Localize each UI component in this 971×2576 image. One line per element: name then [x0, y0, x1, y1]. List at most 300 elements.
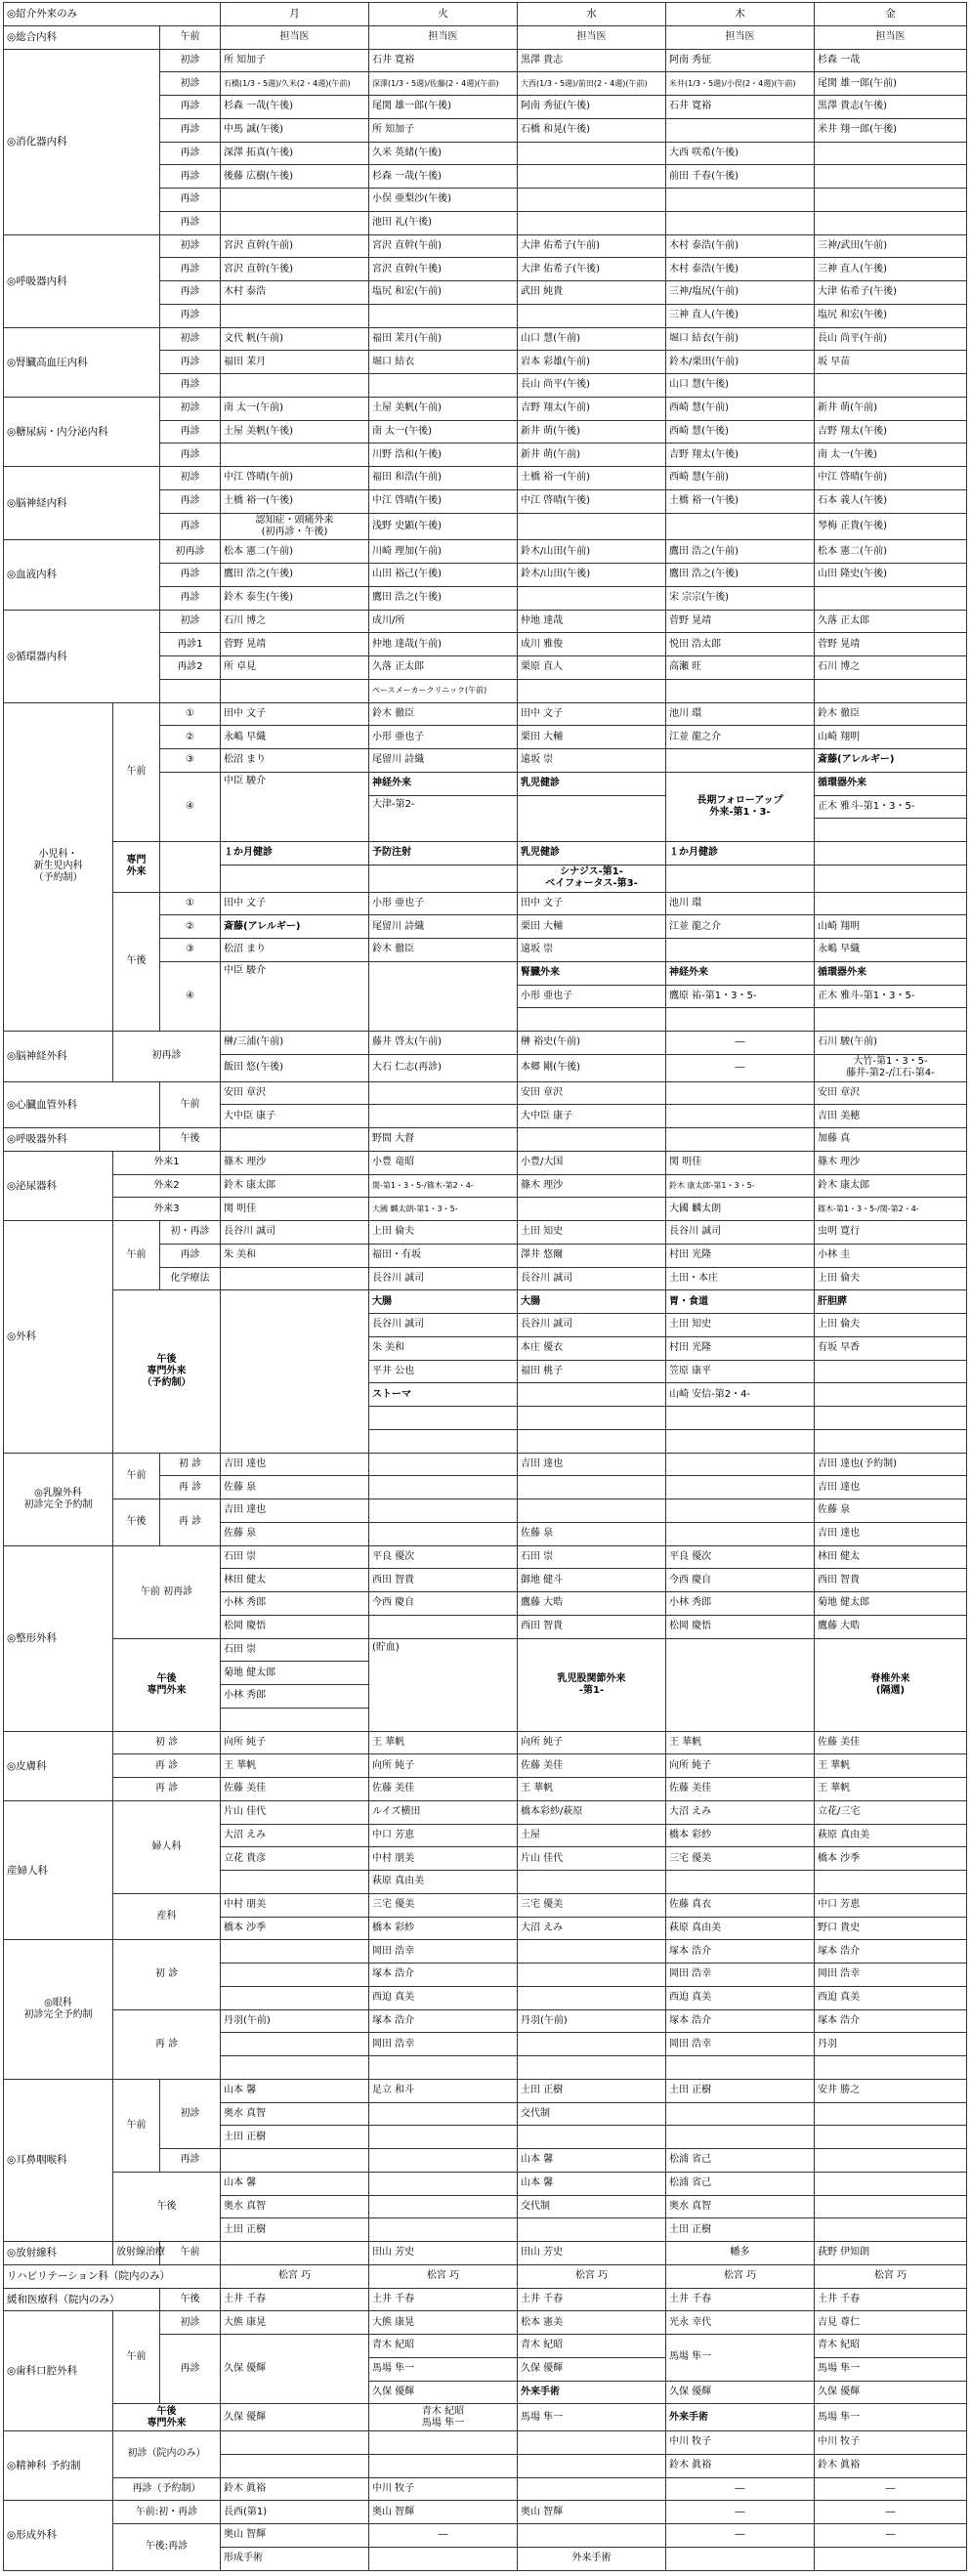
schedule-cell: [518, 1383, 666, 1407]
schedule-cell: 再診: [160, 165, 221, 189]
schedule-cell: 外来手術: [518, 2547, 666, 2570]
schedule-cell: 文代 帆(午前): [221, 327, 369, 351]
schedule-cell: 高瀬 旺: [666, 656, 815, 680]
schedule-cell: 阿南 秀征(午後): [518, 96, 666, 119]
department-label: ◎泌尿器科: [4, 1151, 113, 1220]
schedule-cell: 馬場 隼一: [815, 2404, 967, 2431]
schedule-page: [3, 2, 966, 2571]
department-label: ◎放射線科: [4, 2242, 113, 2265]
schedule-cell: 石井 寛裕: [369, 49, 518, 72]
schedule-cell: 栗田 大輔: [518, 726, 666, 749]
schedule-cell: ―: [815, 2477, 967, 2501]
schedule-cell: 鈴木 康太郎-第1・3・5-: [666, 1174, 815, 1198]
schedule-cell: 再診: [160, 443, 221, 467]
schedule-cell: 初 診: [113, 1940, 221, 2009]
schedule-cell: [160, 679, 221, 702]
schedule-cell: 川野 浩和(午後): [369, 443, 518, 467]
schedule-cell: ①: [160, 892, 221, 915]
schedule-cell: 黒澤 貴志: [518, 49, 666, 72]
table-row: [4, 397, 967, 420]
schedule-cell: 小林 秀郎: [221, 1592, 369, 1616]
schedule-cell: 午前: [113, 2311, 160, 2404]
schedule-cell: 大石 仁志(再診): [369, 1054, 518, 1081]
schedule-cell: 南 太一(午後): [369, 420, 518, 443]
schedule-cell: 吉見 尊仁: [815, 2311, 967, 2335]
schedule-cell: 安井 勝之: [815, 2079, 967, 2102]
table-row: [4, 327, 967, 351]
schedule-cell: 正木 雅斗-第1・3・5-: [815, 795, 967, 819]
schedule-cell: 再診: [160, 489, 221, 513]
schedule-cell: 大腸: [518, 1290, 666, 1314]
table-row: [4, 1778, 967, 1801]
schedule-cell: 大西(1/3・5週)/前田(2・4週)(午前): [518, 72, 666, 96]
department-label: 緩和医療科（院内のみ）: [4, 2288, 160, 2311]
schedule-cell: 初診: [160, 2311, 221, 2335]
schedule-cell: [666, 1008, 815, 1032]
schedule-cell: 午前:初・再診: [113, 2501, 221, 2524]
schedule-cell: 再診: [160, 96, 221, 119]
schedule-cell: [666, 1407, 815, 1430]
schedule-cell: 正木 雅斗-第1・3・5-: [815, 985, 967, 1008]
schedule-cell: ◎乳腺外科 初診完全予約制: [4, 1453, 113, 1545]
schedule-cell: 土井 千春: [369, 2288, 518, 2311]
schedule-cell: 堀口 結衣: [369, 351, 518, 374]
schedule-cell: 塚本 浩介: [666, 1940, 815, 1964]
table-row: [4, 702, 967, 726]
schedule-cell: [369, 2126, 518, 2149]
table-row: [4, 2431, 967, 2455]
schedule-cell: [518, 1940, 666, 1964]
schedule-cell: 外来手術: [518, 2381, 666, 2404]
schedule-cell: 御地 健斗: [518, 1569, 666, 1592]
schedule-cell: 奥水 真智: [221, 2195, 369, 2218]
schedule-cell: [221, 2056, 369, 2080]
schedule-cell: 松沼 まり: [221, 749, 369, 773]
schedule-cell: 新井 萌(午前): [518, 443, 666, 467]
schedule-cell: 平良 優次: [369, 1545, 518, 1569]
schedule-cell: [221, 374, 369, 398]
schedule-cell: 午後 専門外来: [113, 2404, 221, 2431]
schedule-cell: 山田 裕己(午後): [369, 564, 518, 587]
schedule-cell: 斎藤(アレルギー): [221, 915, 369, 939]
schedule-cell: 初診: [160, 49, 221, 72]
schedule-cell: [518, 1499, 666, 1523]
schedule-cell: 黒澤 貴志(午後): [815, 96, 967, 119]
schedule-cell: [815, 892, 967, 915]
schedule-cell: [369, 2102, 518, 2126]
schedule-cell: 尾留川 詩織: [369, 915, 518, 939]
schedule-cell: [815, 2547, 967, 2570]
schedule-cell: 土屋 美帆(午前): [369, 397, 518, 420]
table-row: [4, 2172, 967, 2195]
schedule-cell: 菅野 晃靖: [666, 610, 815, 633]
schedule-cell: [815, 2195, 967, 2218]
schedule-cell: 菅野 晃靖: [221, 633, 369, 656]
schedule-cell: [815, 1383, 967, 1407]
schedule-cell: [518, 2431, 666, 2455]
schedule-cell: 土田 正樹: [221, 2126, 369, 2149]
schedule-cell: 初・再診: [160, 1221, 221, 1245]
schedule-cell: 安田 章沢: [518, 1081, 666, 1105]
schedule-cell: 仲地 達哉: [518, 610, 666, 633]
schedule-cell: 宮沢 直幹(午後): [221, 258, 369, 281]
schedule-cell: 午前: [113, 1221, 160, 1290]
schedule-cell: [666, 1476, 815, 1499]
schedule-cell: 小豊/大国: [518, 1151, 666, 1174]
schedule-cell: 佐藤 美佳: [815, 1731, 967, 1754]
schedule-cell: 鈴木 徹臣: [369, 939, 518, 962]
schedule-cell: 佐藤 泉: [221, 1476, 369, 1499]
schedule-cell: [666, 1453, 815, 1476]
schedule-cell: 初診: [160, 397, 221, 420]
schedule-cell: 外来1: [113, 1151, 221, 1174]
schedule-cell: 石田 崇: [221, 1638, 369, 1662]
schedule-cell: 鈴木 徹臣: [369, 702, 518, 726]
schedule-cell: ―: [666, 1054, 815, 1081]
schedule-cell: 平井 公也: [369, 1360, 518, 1383]
schedule-cell: 午前: [113, 702, 160, 842]
schedule-cell: 午後 専門外来: [113, 1638, 221, 1731]
schedule-cell: 循環器外来: [815, 772, 967, 795]
schedule-cell: [369, 2454, 518, 2477]
schedule-cell: [369, 2547, 518, 2570]
schedule-cell: 本庄 優衣: [518, 1336, 666, 1360]
schedule-cell: 池川 環: [666, 892, 815, 915]
table-row: [4, 2404, 967, 2431]
schedule-cell: 片山 佳代: [518, 1847, 666, 1871]
schedule-cell: 中村 朋美: [221, 1893, 369, 1917]
schedule-cell: 土橋 裕一(午前): [518, 467, 666, 490]
schedule-cell: 再 診: [160, 1499, 221, 1546]
schedule-cell: [369, 2195, 518, 2218]
schedule-cell: 向所 純子: [518, 1731, 666, 1754]
schedule-cell: [518, 1986, 666, 2009]
schedule-cell: 久保 優輝: [221, 2335, 369, 2404]
schedule-cell: [369, 1615, 518, 1638]
schedule-cell: [666, 189, 815, 212]
schedule-cell: [221, 2149, 369, 2173]
schedule-cell: 長山 尚平(午前): [815, 327, 967, 351]
schedule-cell: 篠木 理沙: [518, 1174, 666, 1198]
schedule-cell: 上田 倫夫: [815, 1267, 967, 1290]
schedule-cell: 石井 寛裕: [666, 96, 815, 119]
schedule-cell: 向所 純子: [666, 1754, 815, 1778]
schedule-cell: 再診: [160, 2335, 221, 2404]
schedule-cell: 中川 牧子: [369, 2477, 518, 2501]
schedule-cell: [518, 795, 666, 842]
weekday-header: 月: [221, 3, 369, 26]
table-row: [4, 1545, 967, 1569]
schedule-cell: 杉森 一哉: [815, 49, 967, 72]
schedule-cell: [518, 679, 666, 702]
schedule-cell: [518, 2524, 666, 2548]
schedule-cell: 吉田 達也: [518, 1453, 666, 1476]
schedule-cell: 松宮 巧: [815, 2264, 967, 2288]
schedule-cell: 佐藤 真衣: [666, 1893, 815, 1917]
schedule-cell: 鈴木 泰生(午後): [221, 586, 369, 610]
table-row: [4, 25, 967, 49]
schedule-cell: 小俣 亜梨沙(午後): [369, 189, 518, 212]
schedule-cell: 佐藤 泉: [221, 1522, 369, 1545]
schedule-cell: [518, 586, 666, 610]
schedule-cell: 鷹田 浩之(午後): [369, 586, 518, 610]
schedule-cell: [221, 304, 369, 327]
schedule-cell: [369, 2431, 518, 2455]
schedule-cell: [518, 1476, 666, 1499]
schedule-cell: 乳児股関節外来 -第1-: [518, 1638, 666, 1731]
schedule-cell: 遠坂 崇: [518, 749, 666, 773]
schedule-cell: 午前 初再診: [113, 1545, 221, 1638]
schedule-cell: [221, 1267, 369, 1290]
schedule-cell: 山崎 翔明: [815, 915, 967, 939]
schedule-cell: 三宅 優美: [369, 1893, 518, 1917]
schedule-cell: 立花/三宅: [815, 1800, 967, 1824]
schedule-cell: 大國 麟太朗-第1・3・5-: [369, 1198, 518, 1221]
schedule-cell: 外来手術: [666, 2404, 815, 2431]
schedule-cell: 萩原 真由美: [666, 1917, 815, 1940]
schedule-cell: 王 華帆: [518, 1778, 666, 1801]
schedule-cell: 新井 萌(午後): [518, 420, 666, 443]
schedule-cell: １か月健診: [666, 842, 815, 866]
schedule-cell: 胃・食道: [666, 1290, 815, 1314]
schedule-cell: 初再診: [160, 540, 221, 564]
schedule-cell: 午前: [160, 1081, 221, 1128]
schedule-cell: 小林 圭: [815, 1244, 967, 1267]
schedule-cell: 大沼 えみ: [666, 1800, 815, 1824]
schedule-cell: 王 華帆: [221, 1754, 369, 1778]
schedule-cell: [666, 2102, 815, 2126]
schedule-cell: [369, 2149, 518, 2173]
department-label: ◎外科: [4, 1221, 113, 1454]
schedule-cell: [666, 1105, 815, 1128]
table-row: [4, 1032, 967, 1055]
schedule-cell: [666, 211, 815, 234]
schedule-cell: 橋本 彩紗: [666, 1824, 815, 1847]
schedule-cell: 関 明佳: [666, 1151, 815, 1174]
schedule-cell: 橋本 彩紗: [369, 1917, 518, 1940]
schedule-cell: 上田 倫夫: [369, 1221, 518, 1245]
schedule-cell: 長谷川 誠司: [666, 1221, 815, 1245]
schedule-cell: 木村 泰浩: [221, 281, 369, 305]
schedule-cell: 吉田 達也: [221, 1499, 369, 1523]
schedule-cell: 西田 智貴: [369, 1569, 518, 1592]
schedule-cell: 塩尻 和宏(午前): [369, 281, 518, 305]
schedule-cell: 岡田 浩幸: [369, 2033, 518, 2056]
schedule-cell: 午後: [113, 892, 160, 1032]
schedule-cell: 午後: [113, 2172, 221, 2241]
schedule-cell: 再診: [160, 118, 221, 142]
schedule-cell: 小形 亜也子: [369, 892, 518, 915]
schedule-cell: 所 卓見: [221, 656, 369, 680]
schedule-cell: 関-第1・3・5-/篠木-第2・4-: [369, 1174, 518, 1198]
schedule-cell: [518, 2477, 666, 2501]
schedule-cell: 土田 正樹: [666, 2218, 815, 2242]
schedule-cell: [666, 679, 815, 702]
schedule-cell: 永嶋 早織: [221, 726, 369, 749]
schedule-cell: [518, 1964, 666, 1987]
schedule-cell: [666, 2126, 815, 2149]
schedule-cell: [815, 142, 967, 165]
schedule-cell: [518, 513, 666, 540]
schedule-cell: 奥山 智輝: [518, 2501, 666, 2524]
department-label: ◎精神科 予約制: [4, 2431, 113, 2501]
schedule-cell: [369, 2218, 518, 2242]
schedule-cell: 塚本 浩介: [815, 2009, 967, 2033]
schedule-cell: [815, 189, 967, 212]
schedule-cell: 再 診: [160, 1476, 221, 1499]
schedule-cell: 佐藤 美佳: [221, 1778, 369, 1801]
schedule-cell: 土井 千春: [815, 2288, 967, 2311]
schedule-cell: 山田 隆史(午後): [815, 564, 967, 587]
schedule-cell: 丹羽: [815, 2033, 967, 2056]
schedule-cell: [518, 1429, 666, 1453]
schedule-cell: 鈴木/山田(午後): [518, 564, 666, 587]
table-row: [4, 540, 967, 564]
schedule-cell: 宮沢 直幹(午後): [369, 258, 518, 281]
schedule-cell: 神経外来: [369, 772, 518, 795]
schedule-cell: 悦田 浩太郎: [666, 633, 815, 656]
schedule-cell: [369, 961, 518, 1031]
weekday-header: 木: [666, 3, 815, 26]
schedule-cell: 外来2: [113, 1174, 221, 1198]
schedule-cell: 田中 文子: [518, 702, 666, 726]
schedule-cell: 再診: [160, 211, 221, 234]
schedule-cell: 形成手術: [221, 2547, 369, 2570]
schedule-cell: 久米 英緒(午後): [369, 142, 518, 165]
table-row: [4, 2264, 967, 2288]
schedule-cell: 三神/武田(午前): [815, 234, 967, 258]
schedule-cell: [221, 1708, 369, 1731]
schedule-cell: 山本 馨: [518, 2149, 666, 2173]
schedule-cell: 榊 裕史(午前): [518, 1032, 666, 1055]
schedule-cell: [815, 679, 967, 702]
schedule-cell: 吉田 美穂: [815, 1105, 967, 1128]
schedule-cell: 光永 幸代: [666, 2311, 815, 2335]
department-label: ◎呼吸器外科: [4, 1128, 160, 1152]
table-row: [4, 234, 967, 258]
schedule-cell: 福田 桃子: [518, 1360, 666, 1383]
schedule-cell: 塚本 浩介: [666, 2009, 815, 2033]
schedule-cell: 丹羽(午前): [518, 2009, 666, 2033]
schedule-cell: 幡多: [666, 2242, 815, 2265]
schedule-cell: 田山 芳史: [369, 2242, 518, 2265]
table-row: [4, 1499, 967, 1523]
schedule-cell: [369, 1453, 518, 1476]
table-row: [4, 49, 967, 72]
schedule-cell: ―: [666, 1032, 815, 1055]
schedule-cell: 大津 佑希子(午後): [815, 281, 967, 305]
schedule-cell: 午前: [160, 25, 221, 49]
schedule-cell: ―: [815, 2501, 967, 2524]
schedule-cell: 再診: [160, 513, 221, 540]
schedule-cell: 鷹原 祐-第1・3・5-: [666, 985, 815, 1008]
schedule-cell: 村田 光隆: [666, 1336, 815, 1360]
schedule-cell: [815, 1008, 967, 1032]
schedule-cell: 鈴木/山田(午前): [518, 540, 666, 564]
schedule-cell: ④: [160, 772, 221, 841]
schedule-cell: 土橋 裕一(午後): [666, 489, 815, 513]
schedule-cell: 宮沢 直幹(午前): [221, 234, 369, 258]
schedule-cell: 琴梅 正貴(午後): [815, 513, 967, 540]
schedule-cell: 南 太一(午後): [815, 443, 967, 467]
schedule-cell: [518, 2218, 666, 2242]
schedule-cell: 栗原 直人: [518, 656, 666, 680]
schedule-cell: [666, 1638, 815, 1731]
weekday-header: 火: [369, 3, 518, 26]
schedule-cell: 初 診: [113, 1731, 221, 1754]
schedule-cell: 肝胆膵: [815, 1290, 967, 1314]
table-row: [4, 1221, 967, 1245]
table-row: [4, 1754, 967, 1778]
schedule-cell: 吉田 達也(予約制): [815, 1453, 967, 1476]
table-row: [4, 1893, 967, 1917]
schedule-cell: 外来3: [113, 1198, 221, 1221]
schedule-cell: 塚本 浩介: [815, 1940, 967, 1964]
schedule-cell: 野間 大督: [369, 1128, 518, 1152]
schedule-cell: [160, 842, 221, 893]
schedule-cell: 鈴木 康太郎: [815, 1174, 967, 1198]
schedule-cell: 藤井 啓太(午前): [369, 1032, 518, 1055]
schedule-cell: 担当医: [815, 25, 967, 49]
schedule-cell: 三神 直人(午後): [666, 304, 815, 327]
schedule-cell: 米井(1/3・5週)/小俣(2・4週)(午前): [666, 72, 815, 96]
schedule-cell: 松浦 省己: [666, 2149, 815, 2173]
schedule-cell: [369, 1429, 518, 1453]
schedule-cell: 長西(第1): [221, 2501, 369, 2524]
schedule-cell: 飯田 悠(午後): [221, 1054, 369, 1081]
schedule-cell: 長谷川 誠司: [518, 1267, 666, 1290]
schedule-cell: 土田 正樹: [518, 2079, 666, 2102]
schedule-cell: 再 診: [113, 1754, 221, 1778]
schedule-cell: 池田 礼(午後): [369, 211, 518, 234]
schedule-cell: 深澤 拓真(午後): [221, 142, 369, 165]
schedule-cell: 石本 義人(午後): [815, 489, 967, 513]
department-label: ◎循環器内科: [4, 610, 160, 702]
schedule-cell: 中江 啓晴(午後): [369, 489, 518, 513]
table-row: [4, 1940, 967, 1964]
schedule-cell: 片山 佳代: [221, 1800, 369, 1824]
schedule-cell: 大中臣 康子: [221, 1105, 369, 1128]
schedule-cell: 馬場 隼一: [369, 2357, 518, 2381]
schedule-cell: 田中 文子: [221, 702, 369, 726]
schedule-cell: [518, 189, 666, 212]
schedule-cell: 篠木 理沙: [221, 1151, 369, 1174]
schedule-cell: 再 診: [113, 1778, 221, 1801]
schedule-cell: 再診: [160, 374, 221, 398]
schedule-cell: 吉野 翔太(午後): [666, 443, 815, 467]
schedule-cell: 午前: [113, 2079, 160, 2172]
schedule-cell: 成川/所: [369, 610, 518, 633]
schedule-cell: 久保 優輝: [666, 2381, 815, 2404]
schedule-cell: [369, 304, 518, 327]
table-row: [4, 1638, 967, 1662]
schedule-cell: 小林 秀郎: [666, 1592, 815, 1616]
schedule-cell: 萩原 真由美: [369, 1871, 518, 1894]
schedule-cell: 加藤 真: [815, 1128, 967, 1152]
schedule-cell: [221, 1871, 369, 1894]
department-label: ◎総合内科: [4, 25, 160, 49]
schedule-cell: 長谷川 誠司: [518, 1314, 666, 1337]
schedule-cell: 前田 千春(午後): [666, 165, 815, 189]
schedule-cell: 午後 専門外来 （予約制）: [113, 1290, 221, 1453]
schedule-cell: ペースメーカークリニック(午前): [369, 679, 518, 702]
schedule-cell: [518, 1128, 666, 1152]
schedule-cell: 岡田 浩幸: [815, 1964, 967, 1987]
schedule-cell: 尾関 雄一郎(午後): [369, 96, 518, 119]
schedule-cell: 西崎 慧(午前): [666, 467, 815, 490]
schedule-cell: 福田・有坂: [369, 1244, 518, 1267]
schedule-cell: [815, 819, 967, 842]
